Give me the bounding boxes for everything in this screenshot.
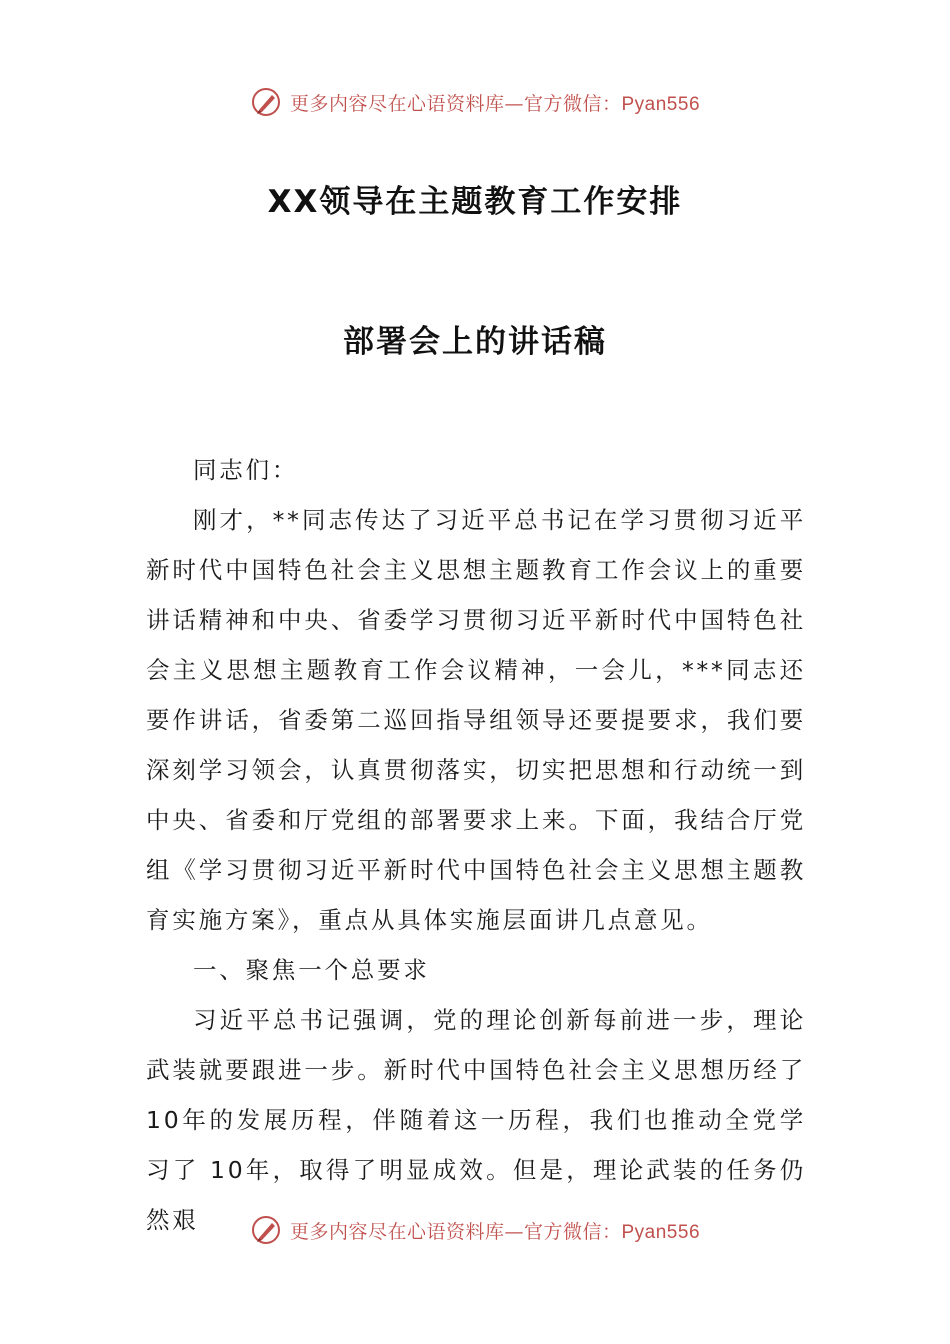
section-heading: 一、聚焦一个总要求	[193, 956, 430, 984]
pen-logo-icon	[250, 1214, 282, 1246]
watermark-text: 更多内容尽在心语资料库—官方微信：Pyan556	[289, 92, 701, 115]
document-title-line-2: 部署会上的讲话稿	[343, 324, 607, 360]
paragraph: 习近平总书记强调，党的理论创新每前进一步，理论武装就要跟进一步。新时代中国特色社会主义思想历经了10年的发展历程，伴随着这一历程，我们也推动全党学习了 10年，取得了明显成效。但是，理论武装的任务仍然艰	[146, 1006, 806, 1234]
footer-watermark	[0, 1212, 950, 1248]
document-body	[146, 445, 806, 1245]
document-title-line-1: XX领导在主题教育工作安排	[267, 184, 683, 220]
paragraph: 刚才，**同志传达了习近平总书记在学习贯彻习近平新时代中国特色社会主义思想主题教育工作会议上的重要讲话精神和中央、省委学习贯彻习近平新时代中国特色社会主义思想主题教育工作会议精神，一会儿，***同志还要作讲话，省委第二巡回指导组领导还要提要求，我们要深刻学习领会，认真贯彻落实，切实把思想和行动统一到中央、省委和厅党组的部署要求上来。下面，我结合厅党组《学习贯彻习近平新时代中国特色社会主义思想主题教育实施方案》，重点从具体实施层面讲几点意见。	[146, 506, 806, 934]
salutation: 同志们：	[193, 456, 299, 484]
watermark-text: 更多内容尽在心语资料库—官方微信：Pyan556	[289, 1220, 701, 1243]
pen-logo-icon	[250, 86, 282, 118]
header-watermark	[0, 84, 950, 120]
